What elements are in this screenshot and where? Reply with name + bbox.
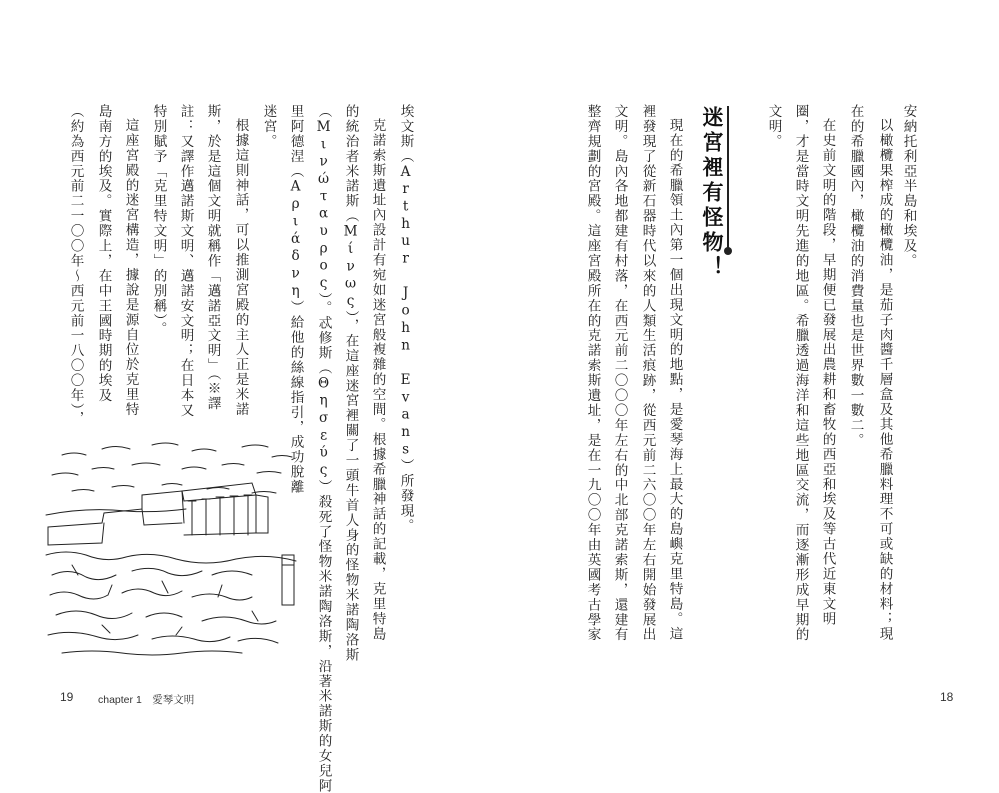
- text-column: 裡發現了從新石器時代以來的人類生活痕跡，從西元前二六〇〇年左右開始發展出: [639, 104, 656, 643]
- page-number-right: 18: [940, 690, 954, 704]
- text-column: 文明。島內各地都建有村落，在西元前二〇〇〇年左右的中北部克諾索斯，還建有: [611, 104, 628, 643]
- text-column: 里阿德涅（Αριάδνη）給他的絲線指引，成功脫離: [287, 104, 304, 495]
- text-column: 迷宮。: [260, 104, 277, 149]
- text-column: 以橄欖果榨成的橄欖油，是茄子肉醬千層盒及其他希臘料理不可或缺的材料；現: [876, 118, 893, 642]
- running-head: chapter 1 愛琴文明: [98, 694, 195, 706]
- knossos-ruins-illustration: [42, 435, 304, 660]
- text-column: 埃文斯（Arthur John Evans）所發現。: [397, 104, 414, 534]
- text-column: 現在的希臘領土內第一個出現文明的地點，是愛琴海上最大的島嶼克里特島。這: [666, 118, 683, 642]
- heading-rule: [727, 106, 729, 251]
- heading-dot: [724, 247, 732, 255]
- text-column: 文明。: [765, 104, 782, 149]
- text-column: 在的希臘國內，橄欖油的消費量也是世界數一數二。: [847, 104, 864, 448]
- text-column: 整齊規劃的宮殿。這座宮殿所在的克諾索斯遺址，是在一九〇〇年由英國考古學家: [584, 104, 601, 643]
- text-column: 這座宮殿的迷宮構造，據說是源自位於克里特: [122, 118, 139, 417]
- section-heading: 迷宮裡有怪物！: [700, 106, 724, 281]
- text-column: 根據這則神話，可以推測宮殿的主人正是米諾: [232, 118, 249, 417]
- text-column: 特別賦予「克里特文明」的別稱）。: [150, 104, 167, 337]
- text-column: （Μινώταυρος）。忒修斯（Θησεύς）殺死了怪物米諾陶洛斯，沿著米諾斯的女兒阿: [315, 104, 332, 793]
- text-column: 安納托利亞半島和埃及。: [900, 104, 917, 269]
- text-column: 克諾索斯遺址內設計有宛如迷宮般複雜的空間。根據希臘神話的記載，克里特島: [369, 118, 386, 642]
- text-column: 的統治者米諾斯（Μίνως），在這座迷宮裡關了一頭牛首人身的怪物米諾陶洛斯: [342, 104, 359, 663]
- text-column: 島南方的埃及。實際上，在中王國時期的埃及: [95, 104, 112, 403]
- text-column: （約為西元前二一〇〇年～西元前一八〇〇年），: [67, 104, 84, 427]
- text-column: 註：又譯作邁諾斯文明、邁諾安文明；在日本又: [177, 104, 194, 418]
- text-column: 在史前文明的階段，早期便已發展出農耕和畜牧的西亞和埃及等古代近東文明: [819, 118, 836, 627]
- page-number-left: 19: [60, 690, 74, 704]
- text-column: 斯，於是這個文明就稱作「邁諾亞文明」（※譯: [204, 104, 221, 412]
- text-column: 圈，才是當時文明先進的地區。希臘透過海洋和這些地區交流，而逐漸形成早期的: [792, 104, 809, 643]
